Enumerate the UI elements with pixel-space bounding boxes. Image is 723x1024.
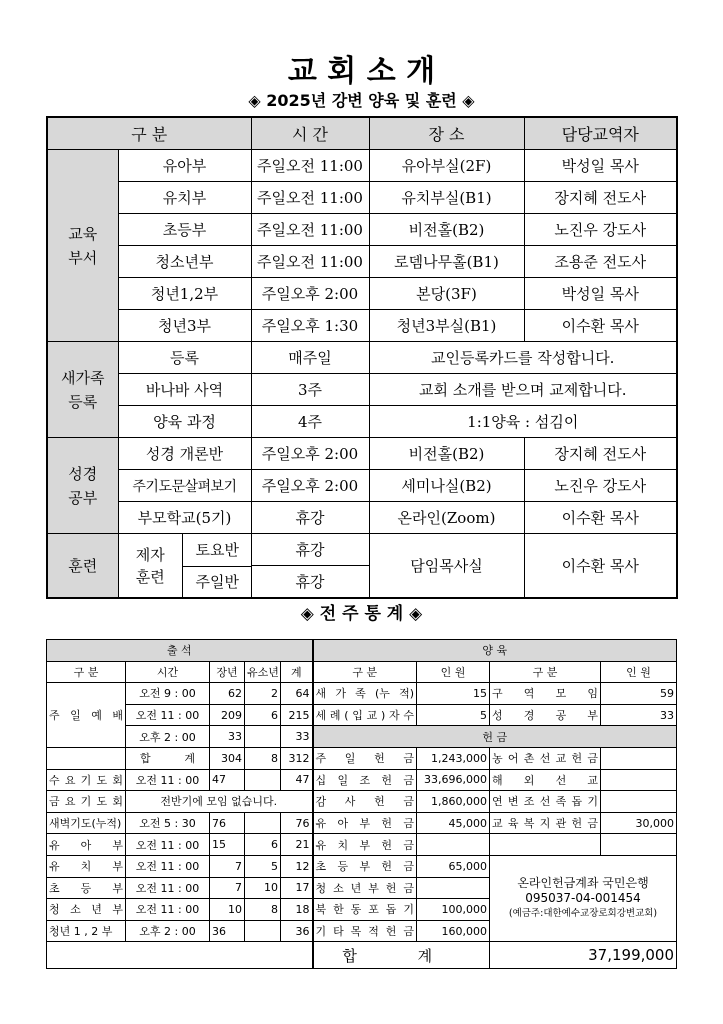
att-col-time: 시간 — [126, 661, 210, 683]
offering-label: 주 일 헌 금 — [313, 747, 417, 769]
nur-value: 59 — [601, 683, 677, 705]
att-total: 18 — [281, 899, 313, 921]
att-name: 유 치 부 — [47, 855, 126, 877]
header-staff: 담당교역자 — [524, 117, 677, 150]
edu-name: 청소년부 — [118, 246, 251, 278]
att-youth: 8 — [245, 899, 281, 921]
edu-time: 주일오전 11:00 — [251, 182, 369, 214]
nur-value: 15 — [417, 683, 490, 705]
offering-header: 헌 금 — [313, 726, 677, 748]
edu-name: 유치부 — [118, 182, 251, 214]
edu-category: 교육 부서 — [47, 150, 118, 342]
discipleship-place: 담임목사실 — [369, 534, 524, 599]
bible-category: 성경 공부 — [47, 438, 118, 534]
discipleship-name: 주일반 — [195, 573, 239, 592]
newfamily-time: 4주 — [251, 406, 369, 438]
edu-staff: 조용준 전도사 — [524, 246, 677, 278]
offering-value — [601, 769, 677, 791]
edu-place: 유아부실(2F) — [369, 150, 524, 182]
newfamily-desc: 1:1양육 : 섬김이 — [369, 406, 677, 438]
att-time: 오전 11 : 00 — [126, 855, 210, 877]
offering-value: 1,243,000 — [417, 747, 490, 769]
sunday-sum-label: 합 계 — [126, 747, 210, 769]
sunday-sum-adult: 304 — [210, 747, 245, 769]
newfamily-name: 등록 — [118, 342, 251, 374]
att-total: 64 — [281, 683, 313, 705]
att-adult: 76 — [210, 812, 245, 834]
bible-staff: 장지혜 전도사 — [524, 438, 677, 470]
att-adult: 15 — [210, 834, 245, 856]
discipleship-subtable-cell — [118, 534, 251, 599]
discipleship-time: 휴강 — [251, 534, 369, 566]
offering-label: 유 아 부 헌 금 — [313, 812, 417, 834]
att-col-youth: 유소년 — [245, 661, 281, 683]
att-col-total: 계 — [281, 661, 313, 683]
bible-staff: 노진우 강도사 — [524, 470, 677, 502]
att-youth: 2 — [245, 683, 281, 705]
account-holder: (예금주:대한예수교장로회강변교회) — [508, 908, 658, 920]
bible-place: 온라인(Zoom) — [369, 502, 524, 534]
edu-place: 유치부실(B1) — [369, 182, 524, 214]
sunday-worship-label: 주 일 예 배 — [47, 683, 126, 748]
offering-value: 65,000 — [417, 855, 490, 877]
att-adult: 7 — [210, 855, 245, 877]
edu-place: 로뎀나무홀(B1) — [369, 246, 524, 278]
att-name: 유 아 부 — [47, 834, 126, 856]
nur-value: 33 — [601, 704, 677, 726]
discipleship-group: 제자 훈련 — [119, 534, 183, 597]
edu-time: 주일오후 2:00 — [251, 278, 369, 310]
att-youth: 5 — [245, 855, 281, 877]
edu-staff: 박성일 목사 — [524, 150, 677, 182]
edu-time: 주일오전 11:00 — [251, 214, 369, 246]
att-name: 청년 1 , 2 부 — [47, 920, 126, 942]
newfamily-name: 바나바 사역 — [118, 374, 251, 406]
att-time: 오전 11 : 00 — [126, 834, 210, 856]
training-table — [46, 116, 678, 599]
header-category: 구 분 — [47, 117, 251, 150]
sunday-blank — [47, 747, 126, 769]
att-name: 청 소 년 부 — [47, 899, 126, 921]
newfamily-time: 매주일 — [251, 342, 369, 374]
att-youth — [245, 812, 281, 834]
att-total: 36 — [281, 920, 313, 942]
att-adult: 36 — [210, 920, 245, 942]
bible-name: 부모학교(5기) — [118, 502, 251, 534]
offering-value: 160,000 — [417, 920, 490, 942]
stats-title: ◈ 전 주 통 계 ◈ — [300, 604, 423, 624]
discipleship-staff: 이수환 목사 — [524, 534, 677, 599]
edu-staff: 노진우 강도사 — [524, 214, 677, 246]
offering-label: 해 외 선 교 — [490, 769, 601, 791]
nur-label: 세 례 ( 입 교 ) 자 수 — [313, 704, 417, 726]
nur-label: 성 경 공 부 — [490, 704, 601, 726]
att-name: 초 등 부 — [47, 877, 126, 899]
att-total: 12 — [281, 855, 313, 877]
discipleship-subtable — [119, 534, 252, 597]
nur-col-category: 구 분 — [490, 661, 601, 683]
att-adult: 7 — [210, 877, 245, 899]
att-total: 21 — [281, 834, 313, 856]
nur-col-category: 구 분 — [313, 661, 417, 683]
bible-name: 성경 개론반 — [118, 438, 251, 470]
account-bank: 온라인헌금계좌 국민은행 — [517, 876, 649, 891]
offering-label: 유 치 부 헌 금 — [313, 834, 417, 856]
att-total: 33 — [281, 726, 313, 748]
nur-col-count: 인 원 — [417, 661, 490, 683]
att-youth — [245, 726, 281, 748]
att-name: 새벽기도(누적) — [47, 812, 126, 834]
offering-label: 청 소 년 부 헌 금 — [313, 877, 417, 899]
att-adult: 33 — [210, 726, 245, 748]
attendance-header: 출 석 — [47, 640, 313, 662]
bible-time: 휴강 — [251, 502, 369, 534]
discipleship-time: 휴강 — [251, 566, 369, 598]
att-time: 오전 9 : 00 — [126, 683, 210, 705]
att-time: 오후 2 : 00 — [126, 726, 210, 748]
offering-label: 북 한 동 포 돕 기 — [313, 899, 417, 921]
newfamily-name: 양육 과정 — [118, 406, 251, 438]
header-time: 시 간 — [251, 117, 369, 150]
att-total: 47 — [281, 769, 313, 791]
edu-name: 청년3부 — [118, 310, 251, 342]
att-youth — [245, 920, 281, 942]
edu-time: 주일오후 1:30 — [251, 310, 369, 342]
attendance-footer-blank — [47, 942, 313, 969]
att-time: 오전 11 : 00 — [126, 899, 210, 921]
att-youth: 10 — [245, 877, 281, 899]
offering-value: 30,000 — [601, 812, 677, 834]
att-name: 수 요 기 도 회 — [47, 769, 126, 791]
edu-place: 비전홀(B2) — [369, 214, 524, 246]
att-time: 오후 2 : 00 — [126, 920, 210, 942]
offering-value: 45,000 — [417, 812, 490, 834]
page-title: 교 회 소 개 — [287, 54, 436, 89]
edu-place: 본당(3F) — [369, 278, 524, 310]
att-adult: 47 — [210, 769, 245, 791]
newfamily-time: 3주 — [251, 374, 369, 406]
nur-value: 5 — [417, 704, 490, 726]
offering-label: 십 일 조 헌 금 — [313, 769, 417, 791]
att-time: 오전 5 : 30 — [126, 812, 210, 834]
discipleship-name: 토요반 — [183, 534, 252, 566]
offering-value — [601, 834, 677, 856]
att-youth: 6 — [245, 704, 281, 726]
newfamily-category: 새가족 등록 — [47, 342, 118, 438]
stats-table — [46, 639, 677, 969]
discipleship-category: 훈련 — [47, 534, 118, 599]
training-subtitle: ◈ 2025년 강변 양육 및 훈련 ◈ — [248, 91, 475, 110]
att-col-adult: 장년 — [210, 661, 245, 683]
newfamily-desc: 교회 소개를 받으며 교제합니다. — [369, 374, 677, 406]
offering-value: 1,860,000 — [417, 791, 490, 813]
header-place: 장 소 — [369, 117, 524, 150]
online-account-info — [490, 855, 677, 941]
att-youth — [245, 769, 281, 791]
grand-total-label: 합 계 — [313, 942, 490, 969]
nur-col-count: 인 원 — [601, 661, 677, 683]
offering-value: 100,000 — [417, 899, 490, 921]
offering-value — [417, 834, 490, 856]
offering-label: 기 타 목 적 헌 금 — [313, 920, 417, 942]
att-total: 17 — [281, 877, 313, 899]
sunday-sum-youth: 8 — [245, 747, 281, 769]
offering-label: 교 육 복 지 관 헌 금 — [490, 812, 601, 834]
newfamily-desc: 교인등록카드를 작성합니다. — [369, 342, 677, 374]
sunday-sum-total: 312 — [281, 747, 313, 769]
bible-name: 주기도문살펴보기 — [118, 470, 251, 502]
att-adult: 209 — [210, 704, 245, 726]
offering-label: 농 어 촌 선 교 헌 금 — [490, 747, 601, 769]
edu-staff: 장지혜 전도사 — [524, 182, 677, 214]
edu-name: 초등부 — [118, 214, 251, 246]
grand-total-value: 37,199,000 — [490, 942, 677, 969]
edu-staff: 박성일 목사 — [524, 278, 677, 310]
att-time: 오전 11 : 00 — [126, 769, 210, 791]
att-time: 오전 11 : 00 — [126, 877, 210, 899]
att-total: 76 — [281, 812, 313, 834]
edu-staff: 이수환 목사 — [524, 310, 677, 342]
offering-value — [601, 791, 677, 813]
offering-value — [417, 877, 490, 899]
nur-label: 새 가 족 (누 적) — [313, 683, 417, 705]
edu-name: 유아부 — [118, 150, 251, 182]
account-number: 095037-04-001454 — [525, 891, 641, 906]
bible-place: 세미나실(B2) — [369, 470, 524, 502]
att-adult: 10 — [210, 899, 245, 921]
att-total: 215 — [281, 704, 313, 726]
edu-place: 청년3부실(B1) — [369, 310, 524, 342]
edu-time: 주일오전 11:00 — [251, 150, 369, 182]
att-adult: 62 — [210, 683, 245, 705]
offering-label: 초 등 부 헌 금 — [313, 855, 417, 877]
offering-label: 감 사 헌 금 — [313, 791, 417, 813]
bible-time: 주일오후 2:00 — [251, 438, 369, 470]
bible-place: 비전홀(B2) — [369, 438, 524, 470]
offering-label: 연 변 조 선 족 돕 기 — [490, 791, 601, 813]
att-time: 오전 11 : 00 — [126, 704, 210, 726]
att-col-category: 구 분 — [47, 661, 126, 683]
att-name: 금 요 기 도 회 — [47, 791, 126, 813]
nur-label: 구 역 모 임 — [490, 683, 601, 705]
att-youth: 6 — [245, 834, 281, 856]
edu-time: 주일오전 11:00 — [251, 246, 369, 278]
att-note: 전반기에 모임 없습니다. — [126, 791, 313, 813]
edu-name: 청년1,2부 — [118, 278, 251, 310]
nurture-header: 양 육 — [313, 640, 677, 662]
bible-time: 주일오후 2:00 — [251, 470, 369, 502]
offering-value — [601, 747, 677, 769]
offering-label — [490, 834, 601, 856]
offering-value: 33,696,000 — [417, 769, 490, 791]
bible-staff: 이수환 목사 — [524, 502, 677, 534]
